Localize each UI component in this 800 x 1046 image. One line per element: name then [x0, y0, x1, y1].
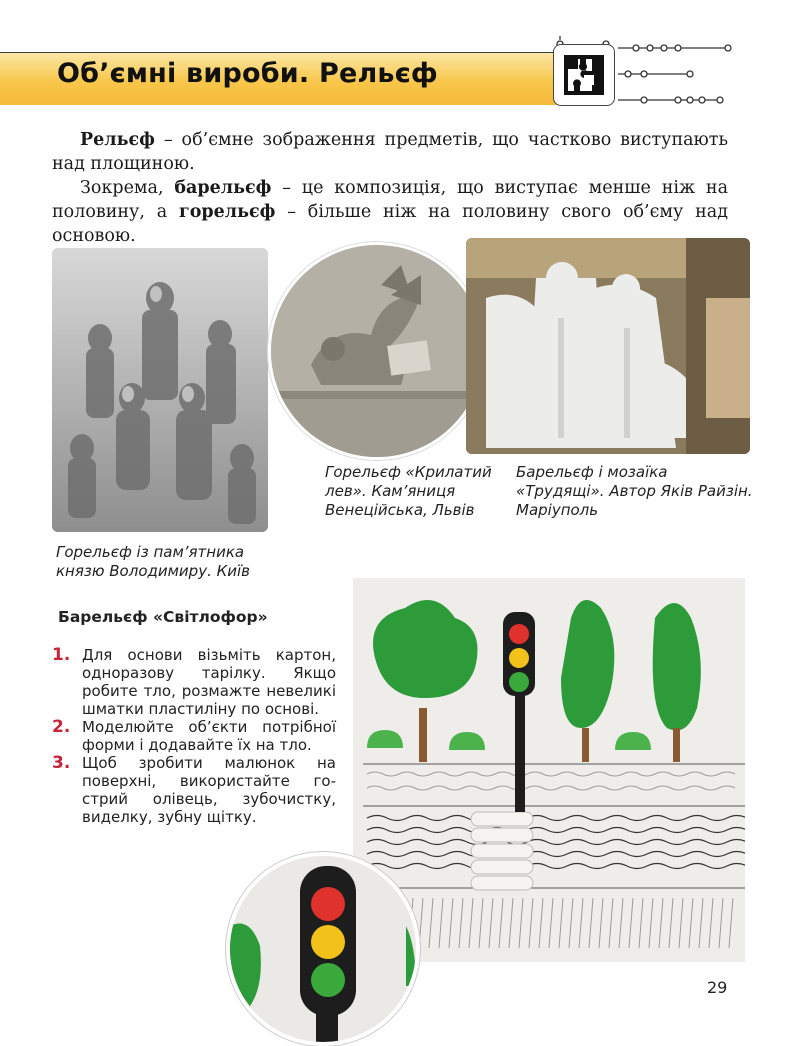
definition-relief: – об’ємне зображення предметів, що частково виступають над площиною.	[52, 130, 728, 174]
text-fragment: Зокрема,	[80, 178, 175, 198]
activity-title: Барельєф «Світлофор»	[58, 608, 268, 626]
step-item	[52, 718, 336, 754]
photo-winged-lion-relief	[268, 242, 486, 460]
puzzle-icon	[553, 44, 615, 106]
step-number: 1.	[52, 645, 71, 665]
photo-traffic-light-bas-relief	[353, 578, 745, 962]
steps-list	[52, 646, 336, 826]
step-item	[52, 646, 336, 718]
text-fragment: – більше ніж на половину свого об’єму над основою.	[52, 202, 728, 246]
step-text: Для основи візьміть картон, одноразову тарілку. Якщо робите тло, розмажте невеликі шматки пластиліну по основі.	[82, 646, 336, 718]
photo-volodymyr-monument-relief	[52, 248, 268, 532]
photo-workers-bas-relief	[466, 238, 750, 454]
page-title: Об’ємні вироби. Рельєф	[57, 58, 438, 89]
step-number: 3.	[52, 753, 71, 773]
text-fragment: – це композиція, що виступає менше ніж на половину, а	[52, 178, 729, 222]
step-number: 2.	[52, 717, 71, 737]
page-number: 29	[707, 978, 728, 997]
caption-workers-bas-relief: Барельєф і мозаїка «Трудящі». Автор Яків Райзін. Маріуполь	[516, 463, 753, 519]
step-text: Моделюйте об’єкти потрібної форми і додавайте їх на тло.	[82, 718, 336, 754]
photo-traffic-light-closeup	[226, 852, 420, 1046]
term-high-relief: горельєф	[178, 202, 276, 222]
caption-volodymyr-monument: Горельєф із пам’ятника князю Володимиру. Київ	[56, 543, 251, 580]
intro-paragraph-1	[52, 128, 728, 176]
step-text: Щоб зробити малюнок на поверхні, використайте гострий олівець, зубочистку, виделку, зубну щітку.	[82, 754, 336, 826]
term-relief: Рельєф	[80, 130, 155, 150]
term-bas-relief: барельєф	[174, 178, 272, 198]
step-item	[52, 754, 336, 826]
caption-winged-lion: Горельєф «Крилатий лев». Кам’яниця Венеційська, Львів	[325, 463, 492, 519]
